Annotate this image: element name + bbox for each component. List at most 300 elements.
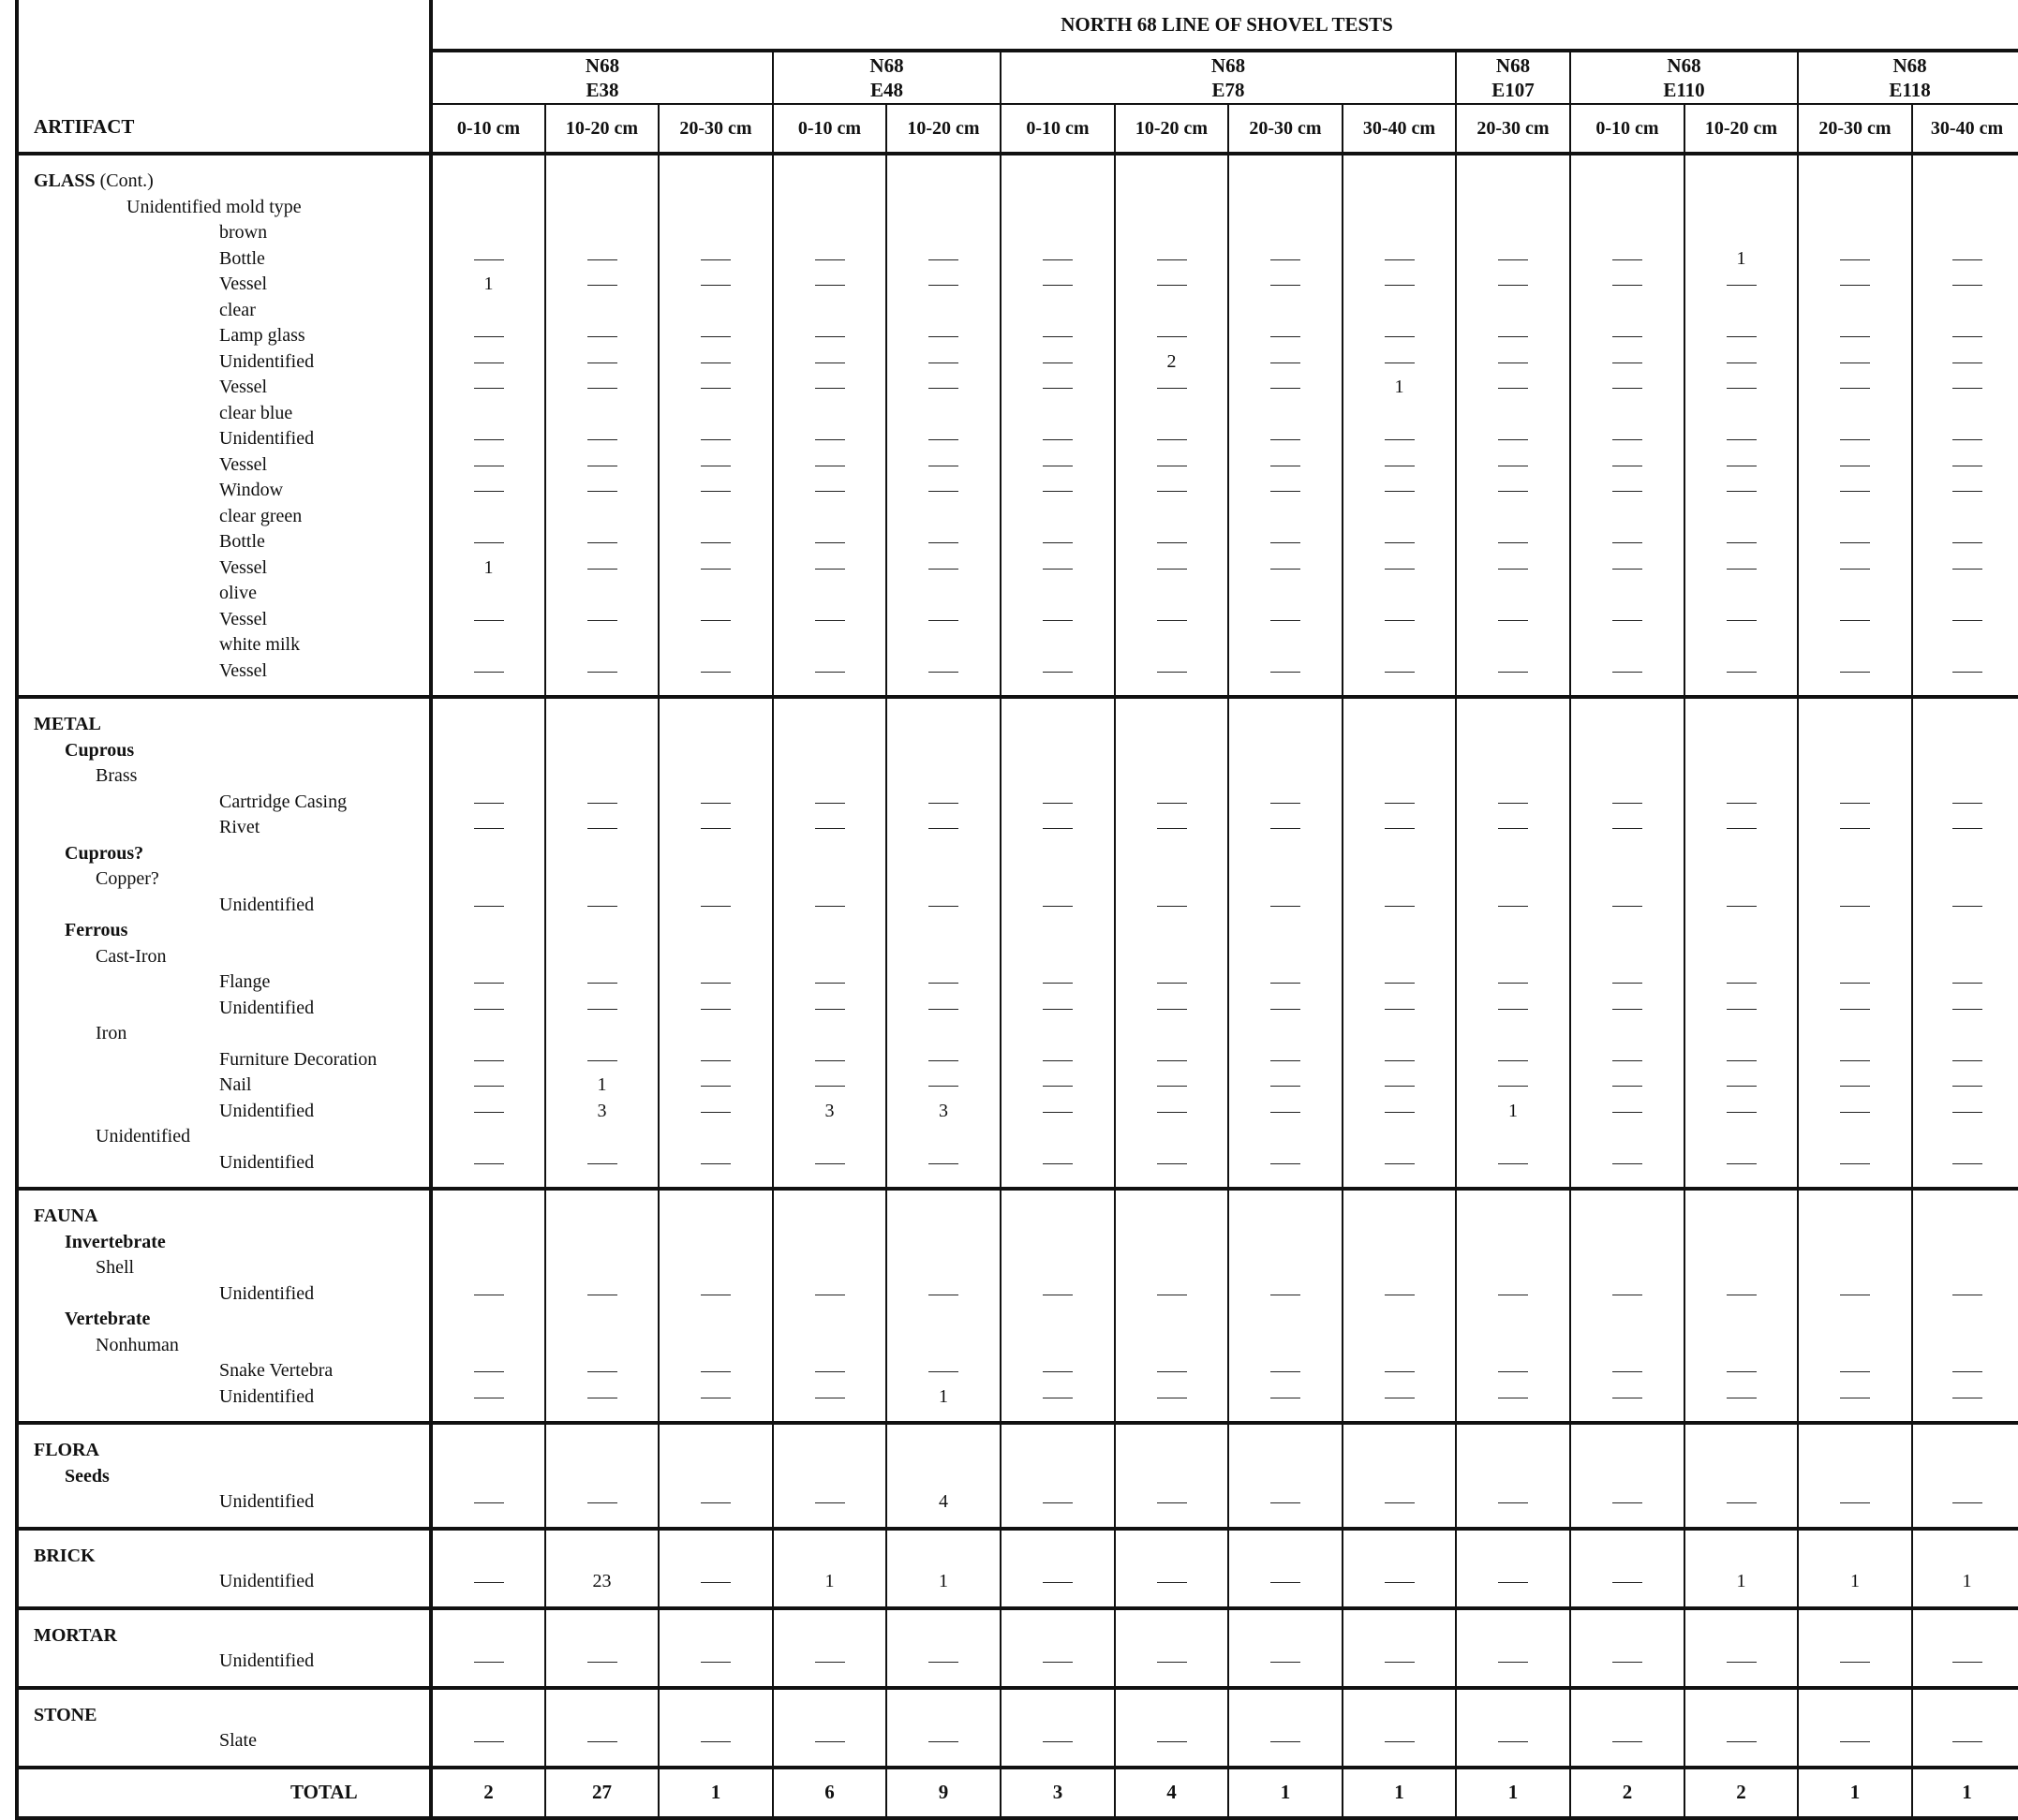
count-cell: [1570, 1150, 1684, 1176]
spacer-cell: [1798, 154, 1912, 169]
count-cell: [1912, 944, 2018, 970]
count-cell: [1798, 1230, 1912, 1256]
empty-dash: [815, 1662, 845, 1663]
count-cell: [1001, 1438, 1115, 1464]
empty-dash: [1385, 620, 1415, 621]
empty-dash: [1498, 1741, 1528, 1742]
count-cell: [1684, 1255, 1798, 1281]
empty-dash: [815, 1741, 845, 1742]
count-cell: [659, 581, 773, 607]
table-row: [17, 298, 2018, 324]
count-cell: [1456, 712, 1570, 738]
count-cell: [1228, 1281, 1343, 1308]
site-header: [1570, 51, 1798, 104]
empty-dash: [1727, 1112, 1757, 1113]
empty-dash: [701, 1582, 731, 1583]
count-cell: [1912, 1230, 2018, 1256]
count-cell: [1798, 1489, 1912, 1516]
table-row: [17, 1464, 2018, 1490]
count-cell: [1912, 401, 2018, 427]
spacer-cell: [1456, 1688, 1570, 1703]
empty-dash: [1270, 620, 1300, 621]
empty-dash: [1385, 1112, 1415, 1113]
count-cell: [659, 632, 773, 658]
count-cell: [1115, 1728, 1228, 1754]
count-cell: [1115, 632, 1228, 658]
count-cell: [886, 1073, 1001, 1099]
total-value: 1: [1456, 1768, 1570, 1818]
count-cell: [1456, 426, 1570, 452]
count-cell: [1798, 1358, 1912, 1384]
count-cell: [1343, 452, 1456, 479]
empty-dash: [701, 828, 731, 829]
count-cell: [545, 607, 659, 633]
count-cell: [886, 246, 1001, 273]
artifact-label-text: Iron: [96, 1023, 127, 1044]
count-cell: [1001, 738, 1115, 764]
count-cell: [1798, 1124, 1912, 1150]
count-cell: [1570, 272, 1684, 298]
artifact-label-text: Unidentified: [96, 1126, 191, 1147]
count-cell: [773, 426, 886, 452]
count-cell: [1798, 529, 1912, 555]
count-cell: [1115, 1255, 1228, 1281]
count-cell: [886, 607, 1001, 633]
artifact-label: [17, 169, 431, 195]
count-cell: [545, 1544, 659, 1570]
count-cell: [1115, 375, 1228, 401]
count-cell: [773, 738, 886, 764]
artifact-label: [17, 375, 431, 401]
table-row: [17, 1073, 2018, 1099]
spacer-cell: [431, 1688, 545, 1703]
spacer-cell: [1001, 1688, 1115, 1703]
count-cell: [1570, 401, 1684, 427]
empty-dash: [1840, 906, 1870, 907]
empty-dash: [1952, 620, 1982, 621]
count-cell: [545, 1358, 659, 1384]
artifact-label: [17, 632, 431, 658]
count-cell: [1570, 1073, 1684, 1099]
artifact-label: [17, 763, 431, 790]
empty-dash: [1043, 1371, 1073, 1372]
count-cell: [886, 195, 1001, 221]
count-cell: [1912, 1569, 2018, 1595]
count-cell: [1684, 1464, 1798, 1490]
count-cell: [886, 555, 1001, 582]
count-cell: [1912, 1649, 2018, 1675]
spacer-cell: [1343, 1675, 1456, 1688]
count-cell: [1684, 555, 1798, 582]
artifact-label-text: Unidentified: [219, 1282, 315, 1304]
count-cell: [1912, 1703, 2018, 1729]
count-cell: [545, 712, 659, 738]
spacer-cell: [1798, 1754, 1912, 1768]
artifact-label-text: olive: [219, 583, 257, 604]
count-cell: [1001, 529, 1115, 555]
artifact-label-text: Vessel: [219, 608, 268, 629]
empty-dash: [1043, 1163, 1073, 1164]
spacer-cell: [1115, 1176, 1228, 1189]
spacer-cell: [1228, 1410, 1343, 1423]
count-cell: [773, 1333, 886, 1359]
spacer-cell: [659, 1176, 773, 1189]
spacer-cell: [431, 1176, 545, 1189]
empty-dash: [1270, 1009, 1300, 1010]
spacer-cell: [1343, 684, 1456, 697]
artifact-label: [17, 1333, 431, 1359]
empty-dash: [1840, 828, 1870, 829]
count-cell: [1684, 790, 1798, 816]
count-cell: [431, 1623, 545, 1650]
empty-dash: [1727, 1741, 1757, 1742]
count-cell: [1912, 504, 2018, 530]
count-cell: [886, 996, 1001, 1022]
spacer-cell: [1684, 154, 1798, 169]
count-cell: [545, 298, 659, 324]
count-cell: [1343, 1255, 1456, 1281]
count-cell: [1001, 375, 1115, 401]
artifact-label-text: Unidentified mold type: [126, 196, 302, 217]
empty-dash: [1157, 1112, 1187, 1113]
count-cell: [1115, 298, 1228, 324]
spacer-cell: [1456, 1410, 1570, 1423]
table-row: [17, 504, 2018, 530]
count-cell: [1228, 1255, 1343, 1281]
count-cell: [545, 1099, 659, 1125]
artifact-label: [17, 401, 431, 427]
empty-dash: [815, 388, 845, 389]
count-cell: [773, 996, 886, 1022]
table-row: [17, 1124, 2018, 1150]
count-cell: [1570, 1649, 1684, 1675]
count-cell: [1456, 1073, 1570, 1099]
empty-dash: [1840, 569, 1870, 570]
empty-dash: [1385, 803, 1415, 804]
spacer-cell: [1228, 1189, 1343, 1204]
spacer-cell: [1456, 684, 1570, 697]
count-cell: [1684, 996, 1798, 1022]
count-cell: [1912, 918, 2018, 944]
spacer-cell: [1228, 1595, 1343, 1608]
artifact-label-text: Unidentified: [219, 1491, 315, 1513]
spacer-cell: [659, 1410, 773, 1423]
count-cell: [773, 298, 886, 324]
site-northing: N68: [585, 54, 620, 77]
table-row: [17, 581, 2018, 607]
empty-dash: [1270, 1582, 1300, 1583]
count-cell: [1570, 504, 1684, 530]
empty-dash: [701, 336, 731, 337]
empty-dash: [1043, 1060, 1073, 1061]
spacer-cell: [1001, 684, 1115, 697]
empty-dash: [474, 906, 504, 907]
count-cell: [773, 790, 886, 816]
count-cell: [1343, 1204, 1456, 1230]
empty-dash: [474, 259, 504, 260]
artifact-label-text: Unidentified: [219, 894, 315, 915]
count-cell: [659, 426, 773, 452]
count-cell: [545, 220, 659, 246]
empty-dash: [1612, 803, 1642, 804]
empty-dash: [1043, 1112, 1073, 1113]
spacer-cell: [1115, 684, 1228, 697]
count-cell: [886, 426, 1001, 452]
empty-dash: [587, 1163, 617, 1164]
spacer-cell: [1456, 1189, 1570, 1204]
empty-dash: [701, 569, 731, 570]
count-cell: [659, 1438, 773, 1464]
count-value: 1: [824, 1571, 835, 1592]
depth-header: 20-30 cm: [659, 104, 773, 154]
total-value: 1: [1912, 1768, 2018, 1818]
count-cell: [1001, 1464, 1115, 1490]
empty-dash: [1043, 672, 1073, 673]
count-cell: [659, 323, 773, 349]
empty-dash: [1270, 1163, 1300, 1164]
count-cell: [659, 1569, 773, 1595]
count-cell: [431, 841, 545, 867]
table-row: [17, 1703, 2018, 1729]
count-cell: [1570, 1281, 1684, 1308]
spacer-cell: [1115, 1608, 1228, 1623]
empty-dash: [928, 542, 958, 543]
table-row: [17, 866, 2018, 893]
count-cell: [1456, 1099, 1570, 1125]
empty-dash: [1612, 620, 1642, 621]
artifact-label: [17, 298, 431, 324]
spacer-cell: [431, 697, 545, 712]
count-cell: [1798, 1544, 1912, 1570]
spacer-cell: [773, 1176, 886, 1189]
empty-dash: [1385, 1009, 1415, 1010]
table-row: [17, 1649, 2018, 1675]
count-cell: [886, 1728, 1001, 1754]
count-cell: [1343, 763, 1456, 790]
count-cell: [1001, 658, 1115, 685]
count-cell: [1570, 841, 1684, 867]
count-cell: [1798, 1384, 1912, 1411]
count-cell: [1912, 323, 2018, 349]
count-cell: [773, 944, 886, 970]
count-cell: [431, 375, 545, 401]
site-northing: N68: [1667, 54, 1701, 77]
count-cell: [1798, 375, 1912, 401]
count-cell: [1456, 246, 1570, 273]
spacer-cell: [431, 1595, 545, 1608]
empty-dash: [1385, 1086, 1415, 1087]
empty-dash: [1727, 1502, 1757, 1503]
count-cell: [1343, 1358, 1456, 1384]
spacer-cell: [1912, 1176, 2018, 1189]
count-cell: [1570, 763, 1684, 790]
count-cell: [1228, 298, 1343, 324]
count-cell: [1684, 712, 1798, 738]
count-cell: [1570, 169, 1684, 195]
count-cell: [1456, 738, 1570, 764]
artifact-label: [17, 349, 431, 376]
count-cell: [1570, 426, 1684, 452]
count-cell: [1001, 452, 1115, 479]
count-cell: [1684, 1623, 1798, 1650]
empty-dash: [1952, 1741, 1982, 1742]
count-cell: [1684, 220, 1798, 246]
count-cell: [1115, 401, 1228, 427]
empty-dash: [1270, 672, 1300, 673]
spacer-cell: [1001, 1754, 1115, 1768]
count-cell: [1001, 478, 1115, 504]
spacer-cell: [659, 154, 773, 169]
table-row: [17, 272, 2018, 298]
count-cell: [1798, 632, 1912, 658]
empty-dash: [1270, 388, 1300, 389]
count-cell: [545, 529, 659, 555]
empty-dash: [1612, 388, 1642, 389]
table-row: [17, 169, 2018, 195]
count-cell: [1001, 426, 1115, 452]
empty-dash: [1385, 491, 1415, 492]
count-cell: [1456, 1307, 1570, 1333]
count-cell: [659, 555, 773, 582]
count-cell: [1798, 841, 1912, 867]
artifact-label: [17, 504, 431, 530]
section-spacer: [17, 1529, 2018, 1544]
table-row: [17, 1333, 2018, 1359]
count-cell: [1115, 815, 1228, 841]
count-cell: [1343, 478, 1456, 504]
spacer-cell: [773, 697, 886, 712]
empty-dash: [474, 828, 504, 829]
count-cell: [886, 581, 1001, 607]
count-cell: [1684, 246, 1798, 273]
count-cell: [1684, 658, 1798, 685]
empty-dash: [928, 1060, 958, 1061]
count-cell: [773, 246, 886, 273]
table-row: [17, 1489, 2018, 1516]
count-cell: [431, 1073, 545, 1099]
count-cell: [1798, 712, 1912, 738]
spacer-cell: [659, 1608, 773, 1623]
count-cell: [659, 272, 773, 298]
empty-dash: [1043, 388, 1073, 389]
count-cell: [1456, 815, 1570, 841]
empty-dash: [1498, 906, 1528, 907]
empty-dash: [474, 1582, 504, 1583]
site-easting: E78: [1211, 79, 1245, 101]
count-cell: [1001, 712, 1115, 738]
artifact-label: [17, 1464, 431, 1490]
count-cell: [1570, 607, 1684, 633]
count-cell: [1115, 195, 1228, 221]
spacer-cell: [1798, 1516, 1912, 1529]
count-cell: [1228, 1073, 1343, 1099]
empty-dash: [474, 1009, 504, 1010]
empty-dash: [928, 259, 958, 260]
site-header: [431, 51, 773, 104]
empty-dash: [1952, 285, 1982, 286]
count-cell: [431, 452, 545, 479]
count-cell: [545, 1489, 659, 1516]
count-cell: [1115, 529, 1228, 555]
count-cell: [1570, 1333, 1684, 1359]
count-cell: [1343, 658, 1456, 685]
spacer-cell: [773, 1595, 886, 1608]
count-cell: [659, 790, 773, 816]
count-cell: [1456, 1333, 1570, 1359]
spacer-cell: [1228, 154, 1343, 169]
count-cell: [659, 1255, 773, 1281]
table-title-row: [17, 0, 2018, 51]
empty-dash: [587, 285, 617, 286]
count-cell: [1456, 658, 1570, 685]
spacer-cell: [17, 1608, 431, 1623]
table-row: [17, 401, 2018, 427]
count-cell: [1912, 1124, 2018, 1150]
count-cell: [1798, 996, 1912, 1022]
empty-dash: [1385, 259, 1415, 260]
count-cell: [1115, 169, 1228, 195]
spacer-cell: [1343, 1595, 1456, 1608]
spacer-cell: [1684, 1423, 1798, 1438]
count-cell: [1228, 169, 1343, 195]
count-cell: [1001, 195, 1115, 221]
count-cell: [545, 658, 659, 685]
artifact-label: [17, 712, 431, 738]
count-cell: [773, 1047, 886, 1073]
count-cell: [1456, 1489, 1570, 1516]
count-cell: [431, 1124, 545, 1150]
count-cell: [1228, 220, 1343, 246]
count-cell: [659, 1703, 773, 1729]
spacer-cell: [886, 1688, 1001, 1703]
count-cell: [1912, 763, 2018, 790]
count-cell: [431, 1021, 545, 1047]
count-cell: [1115, 1230, 1228, 1256]
count-cell: [545, 1281, 659, 1308]
count-cell: [431, 555, 545, 582]
spacer-cell: [17, 1754, 431, 1768]
spacer-cell: [1456, 1516, 1570, 1529]
empty-dash: [815, 336, 845, 337]
empty-dash: [1498, 672, 1528, 673]
empty-dash: [815, 1502, 845, 1503]
count-cell: [1456, 375, 1570, 401]
count-cell: [886, 1358, 1001, 1384]
spacer-cell: [1115, 697, 1228, 712]
empty-dash: [1840, 620, 1870, 621]
count-cell: [545, 893, 659, 919]
spacer-cell: [1001, 1595, 1115, 1608]
empty-dash: [1840, 1662, 1870, 1663]
count-cell: [886, 841, 1001, 867]
count-cell: [1684, 349, 1798, 376]
count-cell: [1684, 918, 1798, 944]
empty-dash: [1270, 1502, 1300, 1503]
count-cell: [886, 1281, 1001, 1308]
empty-dash: [1157, 1060, 1187, 1061]
table-row: [17, 1358, 2018, 1384]
artifact-label: [17, 1438, 431, 1464]
count-cell: [1001, 918, 1115, 944]
empty-dash: [701, 1163, 731, 1164]
table-row: [17, 1230, 2018, 1256]
count-cell: [431, 1230, 545, 1256]
count-cell: [431, 1438, 545, 1464]
count-cell: [1228, 607, 1343, 633]
count-cell: [1570, 1384, 1684, 1411]
empty-dash: [587, 1741, 617, 1742]
spacer-cell: [1684, 1675, 1798, 1688]
